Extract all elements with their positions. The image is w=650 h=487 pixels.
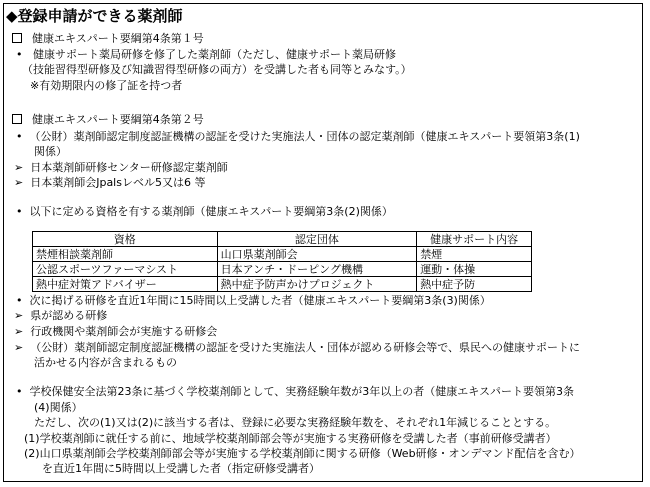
section2-sub1: ➢ 県が認める研修 xyxy=(14,309,108,322)
section2-sub3-cont: 活かせる内容が含まれるもの xyxy=(34,356,177,369)
section1-bullet-cont: （技能習得型研修及び知識習得型研修の両方）を受講した者も同等とみなす。） xyxy=(22,63,412,76)
section2-note2: (1)学校薬剤師に就任する前に、地域学校薬剤師部会等が実施する実務研修を受講した者（事前研修受講者） xyxy=(24,432,557,445)
section2-note1: ただし、次の(1)又は(2)に該当する者は、登録に必要な実務経験年数を、それぞれ1年減じることとする。 xyxy=(34,416,557,429)
page-title: ◆登録申請ができる薬剤師 xyxy=(6,7,183,25)
arrow-bullet-icon: ➢ xyxy=(14,161,24,174)
checkbox-square-icon xyxy=(12,33,22,43)
table-row xyxy=(33,262,532,277)
section2-item6-cont: (4)関係） xyxy=(34,401,83,414)
section2-item1: • （公財）薬剤師認定制度認証機構の認証を受けた実施法人・団体の認定薬剤師（健康エキスパート要領第3条(1) xyxy=(16,130,580,143)
table-cell: 日本アンチ・ドーピング機構 xyxy=(217,262,417,277)
section2-item5: • 次に掲げる研修を直近1年間に15時間以上受講した者（健康エキスパート要綱第3条(3)関係） xyxy=(16,294,491,307)
table-header-cell: 健康サポート内容 xyxy=(417,232,532,247)
table-cell: 熱中症予防 xyxy=(417,277,532,292)
section2-sub2: ➢ 行政機関や薬剤師会が実施する研修会 xyxy=(14,325,218,338)
arrow-bullet-icon: ➢ xyxy=(14,176,24,189)
section2-item3: ➢ 日本薬剤師会Jpalsレベル5又は6 等 xyxy=(14,176,206,189)
table-row xyxy=(33,277,532,292)
table-cell: 禁煙 xyxy=(417,247,532,262)
section2-heading: 健康エキスパート要綱第4条第２号 xyxy=(12,113,204,126)
table-cell: 熱中症対策アドバイザー xyxy=(33,277,218,292)
table-cell: 熱中症予防声かけプロジェクト xyxy=(217,277,417,292)
table-header-cell: 資格 xyxy=(33,232,218,247)
qualification-table xyxy=(32,231,532,292)
table-header-cell: 認定団体 xyxy=(217,232,417,247)
table-cell: 公認スポーツファーマシスト xyxy=(33,262,218,277)
section2-sub3: ➢ （公財）薬剤師認定制度認証機構の認証を受けた実施法人・団体が認める研修会等で、県民への健康サポートに xyxy=(14,341,580,354)
section2-item6: • 学校保健安全法第23条に基づく学校薬剤師として、実務経験年数が3年以上の者（健康エキスパート要領第3条 xyxy=(16,385,575,398)
section2-note3: (2)山口県薬剤師会学校薬剤師部会等が実施する学校薬剤師に関する研修（Web研修・オンデマンド配信を含む） xyxy=(24,447,581,460)
table-cell: 山口県薬剤師会 xyxy=(217,247,417,262)
table-cell: 禁煙相談薬剤師 xyxy=(33,247,218,262)
section2-item4: • 以下に定める資格を有する薬剤師（健康エキスパート要綱第3条(2)関係） xyxy=(16,205,393,218)
checkbox-square-icon xyxy=(12,114,22,124)
table-cell: 運動・体操 xyxy=(417,262,532,277)
arrow-bullet-icon: ➢ xyxy=(14,309,24,322)
table-header-row xyxy=(33,232,532,247)
section2-note3-cont: を直近1年間に5時間以上受講した者（指定研修受講者） xyxy=(42,462,320,475)
section1-note: ※有効期限内の修了証を持つ者 xyxy=(30,79,183,92)
section2-item2: ➢ 日本薬剤師研修センター研修認定薬剤師 xyxy=(14,161,228,174)
section1-bullet: • 健康サポート薬局研修を修了した薬剤師（ただし、健康サポート薬局研修 xyxy=(16,48,396,61)
arrow-bullet-icon: ➢ xyxy=(14,341,24,354)
section2-item1-cont: 関係） xyxy=(34,145,67,158)
arrow-bullet-icon: ➢ xyxy=(14,325,24,338)
section1-heading: 健康エキスパート要綱第4条第１号 xyxy=(12,32,204,45)
table-row xyxy=(33,247,532,262)
